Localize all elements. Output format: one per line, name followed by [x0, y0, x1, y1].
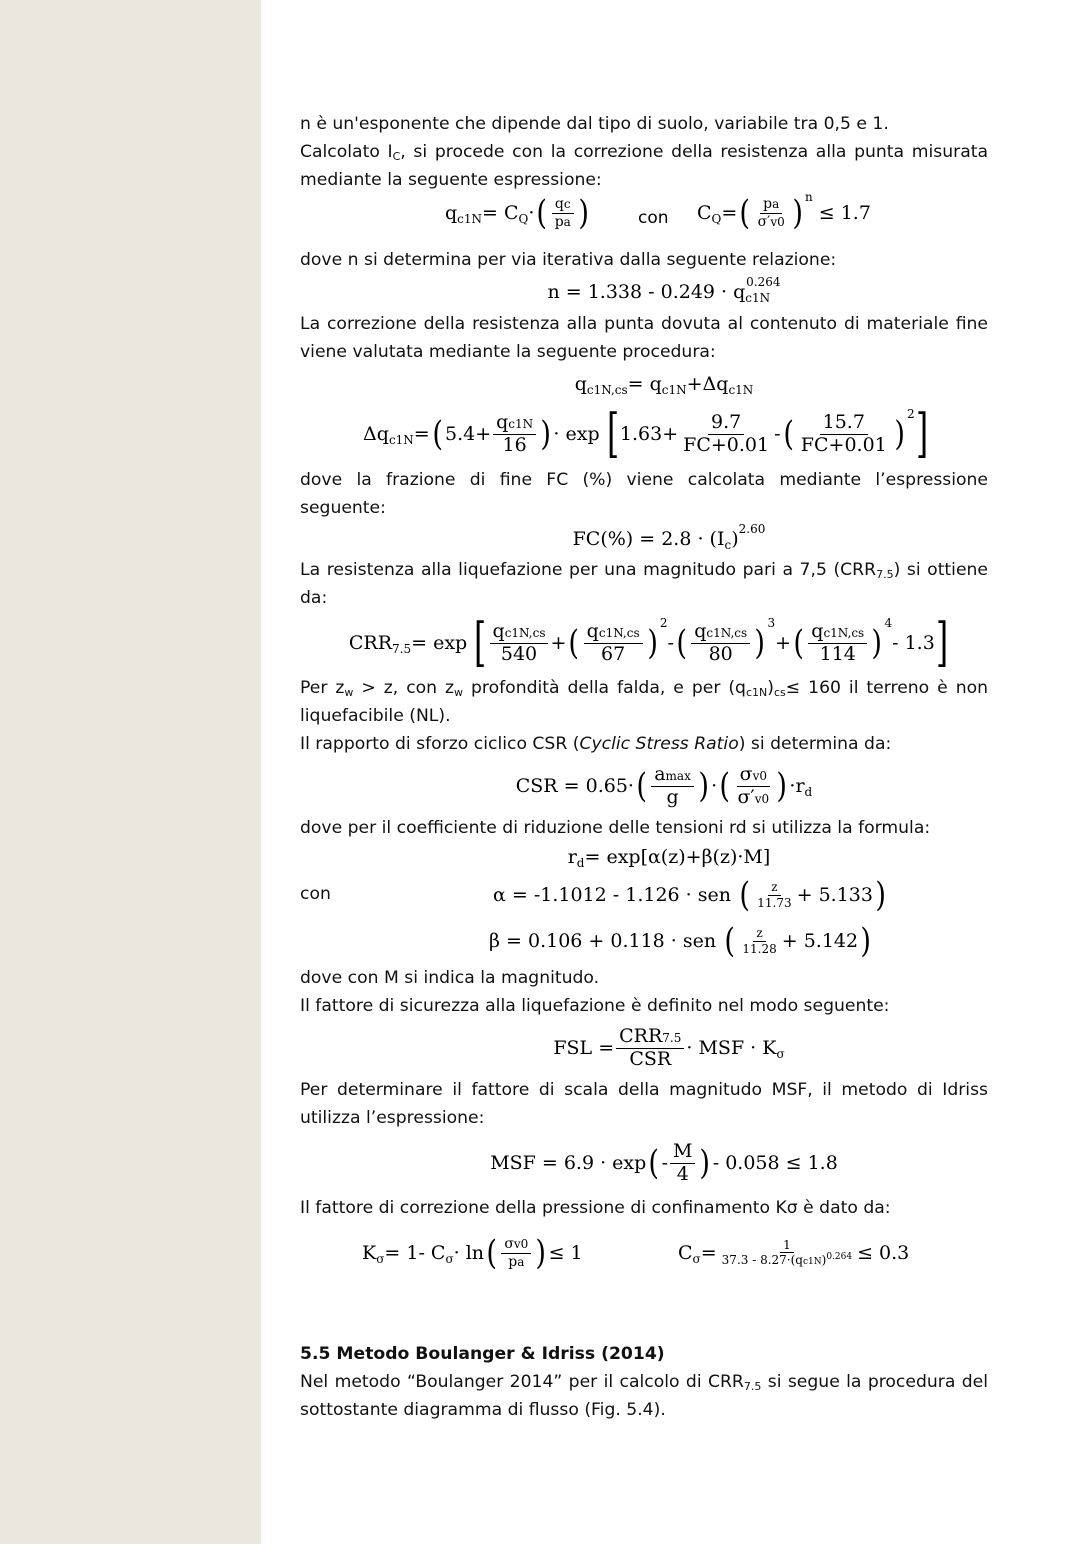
paragraph: Nel metodo “Boulanger 2014” per il calcolo di $CRR_{7.5}$ si segue la procedura del sottostante diagramma di flusso (Fig. 5.4).	[300, 1372, 988, 1420]
equation-fsl: FSL = $\frac{\text{CRR7.5}}{\text{CSR}}$ · MSF · K σ	[553, 1024, 785, 1070]
section-heading: 5.5 Metodo Boulanger & Idriss (2014)	[300, 1344, 665, 1364]
paragraph: n è un'esponente che dipende dal tipo di suolo, variabile tra 0,5 e 1.	[300, 114, 889, 134]
paragraph: La correzione della resistenza alla punta dovuta al contenuto di materiale fine viene valutata mediante la seguente procedura:	[300, 314, 988, 362]
equation-fc: FC(%) = 2.8 · (I c ) 2.60	[572, 522, 766, 552]
spacer	[300, 1284, 988, 1340]
paragraph: Per $z_w > z$, con $z_w$ profondità della falda, e per $(q_{c1N})_{cs}\le 160$ il terreno è non liquefacibile (NL).	[300, 678, 988, 726]
paragraph: dove n si determina per via iterativa dalla seguente relazione:	[300, 250, 837, 270]
paragraph: Il rapporto di sforzo ciclico CSR (Cyclic Stress Ratio) si determina da:	[300, 734, 892, 754]
paragraph: Il fattore di correzione della pressione di confinamento Kσ è dato da:	[300, 1198, 891, 1218]
paragraph: Per determinare il fattore di scala della magnitudo MSF, il metodo di Idriss utilizza l’espressione:	[300, 1080, 988, 1128]
con-label: con	[300, 884, 331, 904]
paragraph: La resistenza alla liquefazione per una magnitudo pari a 7,5 $(CRR_{7.5})$ si ottiene da:	[300, 560, 988, 608]
document-body	[300, 110, 988, 1424]
paragraph: Calcolato $I_C$, si procede con la correzione della resistenza alla punta misurata mediante la seguente espressione:	[300, 142, 988, 190]
paragraph: dove la frazione di fine FC (%) viene calcolata mediante l’espressione seguente:	[300, 470, 988, 518]
equation-rd: r d = exp[α(z)+β(z)·M]	[567, 846, 771, 870]
equation-beta: β = 0.106 + 0.118 · sen ( $\frac{z}{11.28}$ + 5.142 )	[489, 921, 872, 961]
equation-msf: MSF = 6.9 · exp ( - $\frac{M}{4}$ ) - 0.058 ≤ 1.8	[490, 1139, 838, 1185]
equation-qc1n: q c1N = C Q · ( $\frac{qc}{pa}$ ) con C Q = ( $\frac{pa}{\sigma'v0}$ ) n ≤ 1.7	[445, 190, 871, 233]
equation-crr: CRR 7.5 = exp [ $\frac{qc1N,cs}{540}$ + ( $\frac{qc1N,cs}{67}$ ) 2 - ( $\frac{qc1N,cs}{80}$ ) 3 + ( $\frac{qc1N,cs}{114}$ ) 4 - 1.3 ]	[348, 613, 949, 673]
equation-ksigma-row	[300, 1222, 988, 1284]
equation-csigma: C σ = $\frac{1}{37.3 - 8.27\cdot(qc1N)^{0.264}}$ ≤ 0.3	[678, 1237, 910, 1268]
equation-alpha: α = -1.1012 - 1.126 · sen ( $\frac{z}{11.73}$ + 5.133 )	[493, 875, 886, 915]
equation-ksigma: K σ = 1- C σ · ln ( $\frac{\sigma v0}{pa}$ ) ≤ 1	[362, 1233, 583, 1273]
equation-csr: CSR = 0.65· ( $\frac{amax}{g}$ ) · ( $\frac{\sigma v0}{\sigma'v0}$ ) ·r d	[515, 762, 813, 808]
paragraph: Il fattore di sicurezza alla liquefazione è definito nel modo seguente:	[300, 996, 890, 1016]
paragraph: dove con M si indica la magnitudo.	[300, 968, 600, 988]
equation-delta-qc1n: Δq c1N = ( 5.4+ $\frac{qc1N}{16}$ ) · exp [ 1.63+ $\frac{9.7}{FC+0.01}$ - ( $\frac{15.7}{FC+0.01}$ ) 2 ]	[363, 404, 928, 464]
equation-alpha-row	[300, 872, 988, 918]
equation-n: n = 1.338 - 0.249 · q c1N 0.264	[547, 275, 781, 305]
equation-qc1ncs: q c1N,cs = q c1N +Δq c1N	[574, 373, 754, 397]
page-sidebar-band	[0, 0, 261, 1544]
paragraph: dove per il coefficiente di riduzione delle tensioni rd si utilizza la formula:	[300, 818, 931, 838]
